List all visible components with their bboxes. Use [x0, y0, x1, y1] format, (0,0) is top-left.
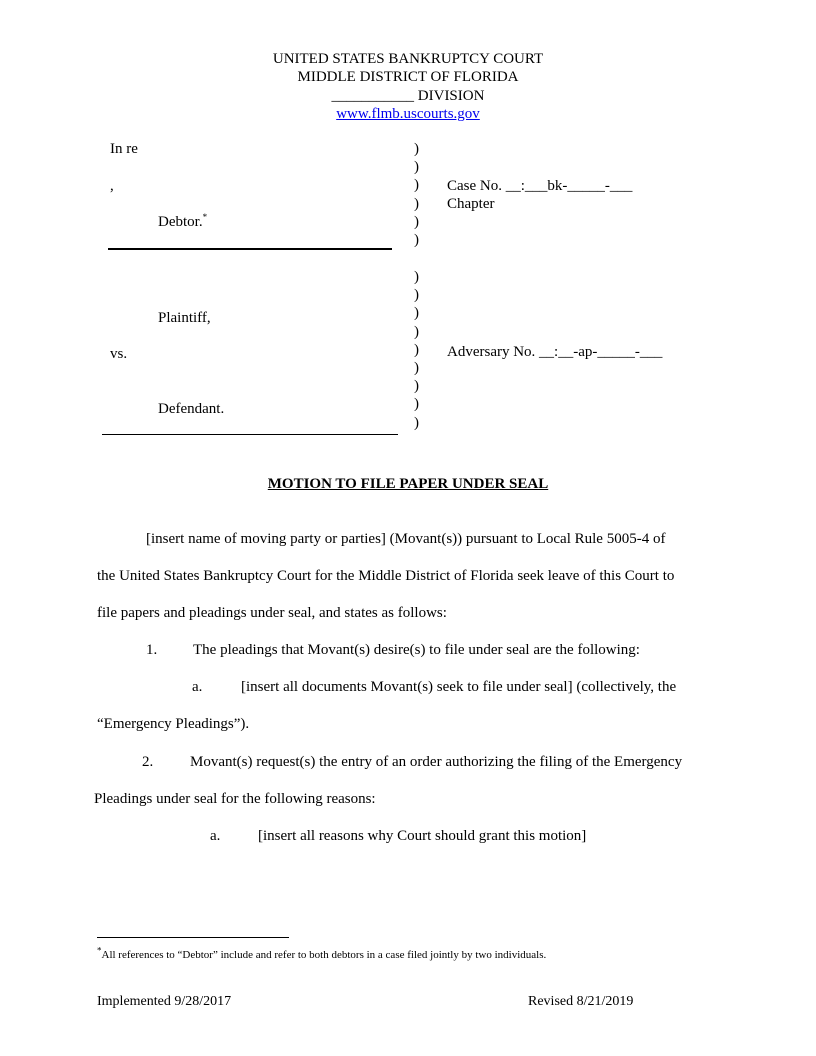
- chapter-label: Chapter: [447, 196, 495, 212]
- paren: ): [414, 159, 419, 176]
- vs-label: vs.: [110, 346, 128, 362]
- paren: ): [414, 396, 419, 413]
- item-1-text: The pleadings that Movant(s) desire(s) to file under seal are the following:: [193, 642, 640, 658]
- paren: ): [414, 414, 419, 431]
- footnote-text: All references to “Debtor” include and refer to both debtors in a case filed jointly by two individuals.: [101, 949, 547, 961]
- plaintiff-label: Plaintiff,: [158, 310, 211, 326]
- item-1-number: 1.: [146, 642, 158, 658]
- website-link[interactable]: www.flmb.uscourts.gov: [336, 106, 480, 122]
- paren: ): [414, 231, 419, 248]
- debtor-text: Debtor.: [158, 214, 203, 230]
- footnote: [97, 946, 546, 964]
- caption-divider-upper: [108, 248, 392, 250]
- paren: ): [414, 305, 419, 322]
- item-2-line-2: Pleadings under seal for the following reasons:: [94, 791, 376, 807]
- paren: ): [414, 195, 419, 212]
- paren: ): [414, 323, 419, 340]
- adversary-number: Adversary No. __:__-ap-_____-___: [447, 344, 663, 360]
- item-2a-text: [insert all reasons why Court should grant this motion]: [258, 828, 587, 844]
- paren-column-lower: [414, 268, 419, 432]
- footnote-mark: *: [97, 945, 102, 956]
- document-title: MOTION TO FILE PAPER UNDER SEAL: [267, 476, 549, 492]
- implemented-date: Implemented 9/28/2017: [97, 994, 232, 1009]
- intro-line-1: [insert name of moving party or parties] (Movant(s)) pursuant to Local Rule 5005-4 of: [146, 531, 666, 547]
- revised-date: Revised 8/21/2019: [528, 994, 634, 1009]
- footnote-separator: [97, 937, 289, 938]
- paren: ): [414, 141, 419, 157]
- paren-column-upper: [414, 140, 419, 249]
- item-1a-line-2: “Emergency Pleadings”).: [97, 716, 250, 732]
- intro-line-3: file papers and pleadings under seal, and states as follows:: [97, 605, 447, 621]
- item-1a-letter: a.: [192, 679, 203, 695]
- paren: ): [414, 269, 419, 285]
- paren: ): [414, 213, 419, 230]
- debtor-name-blank: ,: [110, 178, 114, 194]
- item-2a-letter: a.: [210, 828, 221, 844]
- paren: ): [414, 287, 419, 304]
- caption-divider-lower: [102, 434, 398, 435]
- paren: ): [414, 359, 419, 376]
- in-re-label: In re: [110, 141, 138, 157]
- division-line: ___________ DIVISION: [331, 88, 485, 104]
- case-number: Case No. __:___bk-_____-___: [447, 178, 633, 194]
- item-1a-line-1: [insert all documents Movant(s) seek to file under seal] (collectively, the: [241, 679, 677, 695]
- paren: ): [414, 378, 419, 395]
- defendant-label: Defendant.: [158, 401, 225, 417]
- website-line: [0, 105, 816, 123]
- debtor-label: [158, 213, 207, 231]
- item-2-number: 2.: [142, 754, 154, 770]
- item-2-line-1: Movant(s) request(s) the entry of an order authorizing the filing of the Emergency: [190, 754, 683, 770]
- paren: ): [414, 177, 419, 194]
- intro-line-2: the United States Bankruptcy Court for the Middle District of Florida seek leave of this Court to: [97, 568, 675, 584]
- court-name: UNITED STATES BANKRUPTCY COURT: [272, 51, 544, 67]
- paren: ): [414, 341, 419, 358]
- footnote-reference: *: [202, 212, 208, 222]
- district-name: MIDDLE DISTRICT OF FLORIDA: [297, 69, 519, 85]
